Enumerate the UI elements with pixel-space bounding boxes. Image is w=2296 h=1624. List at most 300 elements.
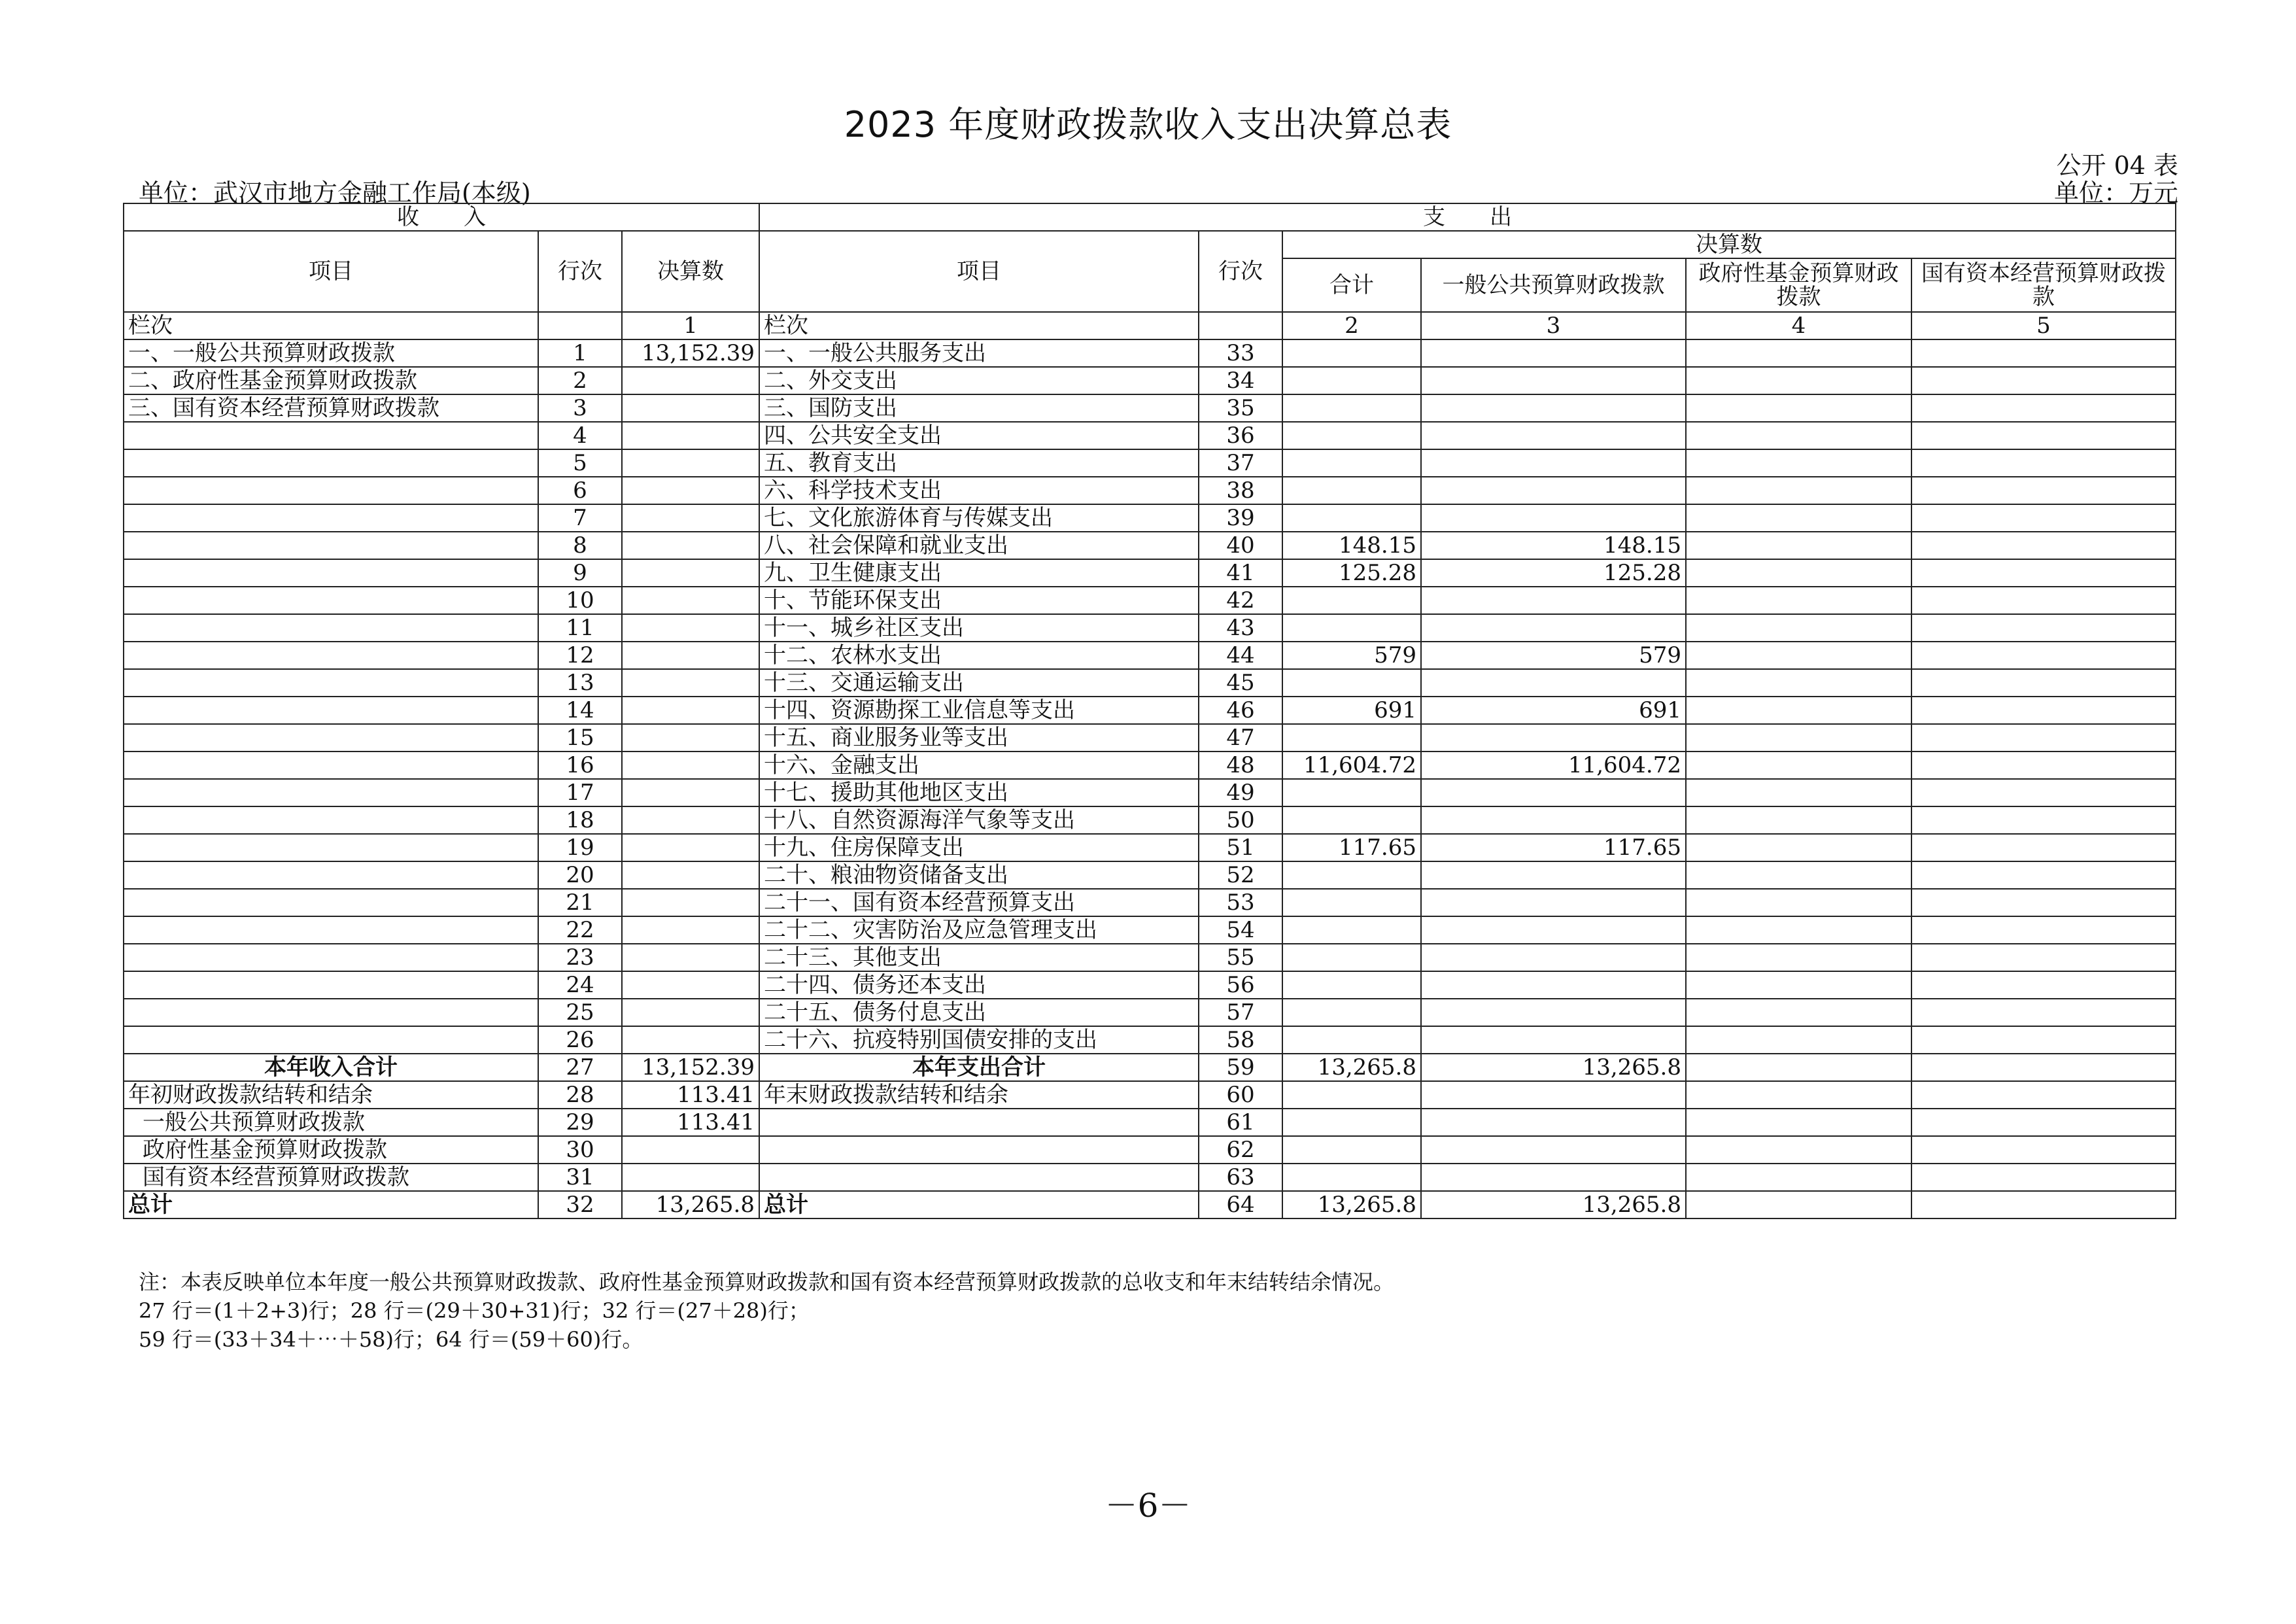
state-cell [1911,834,2176,861]
general-cell [1421,861,1686,889]
footnote-1: 注：本表反映单位本年度一般公共预算财政拨款、政府性基金预算财政拨款和国有资本经营预算财政拨款的总收支和年末结转结余情况。 [139,1270,1395,1294]
table-row [124,861,2176,889]
income-value-cell [622,477,759,504]
state-cell [1911,916,2176,944]
total-cell [1282,477,1421,504]
income-rowno-cell: 25 [538,999,622,1026]
fund-cell [1686,1026,1911,1054]
state-cell [1911,504,2176,532]
income-rowno-cell: 22 [538,916,622,944]
expense-rowno-cell: 37 [1199,449,1282,477]
income-value-cell: 13,265.8 [622,1191,759,1218]
income-item-cell: 年初财政拨款结转和结余 [124,1081,538,1109]
general-cell [1421,367,1686,394]
table-row [124,559,2176,587]
income-rowno-cell: 26 [538,1026,622,1054]
expense-item-cell: 二十、粮油物资储备支出 [759,861,1199,889]
expense-rowno-cell: 60 [1199,1081,1282,1109]
income-rowno-cell: 29 [538,1109,622,1136]
income-rowno-cell: 5 [538,449,622,477]
expense-item-cell: 八、社会保障和就业支出 [759,532,1199,559]
total-cell: 117.65 [1282,834,1421,861]
state-cell [1911,614,2176,642]
table-row [124,944,2176,971]
state-cell [1911,559,2176,587]
income-rowno-cell: 2 [538,367,622,394]
fund-cell [1686,1136,1911,1164]
total-cell [1282,614,1421,642]
income-value-cell: 113.41 [622,1109,759,1136]
general-cell: 11,604.72 [1421,752,1686,779]
income-item-cell: 一般公共预算财政拨款 [124,1109,538,1136]
state-cell [1911,1136,2176,1164]
general-cell [1421,971,1686,999]
state-cell [1911,532,2176,559]
total-cell [1282,944,1421,971]
income-item-cell [124,889,538,916]
state-cell [1911,1026,2176,1054]
income-rowno-cell: 4 [538,422,622,449]
general-cell: 691 [1421,697,1686,724]
income-rowno-cell: 1 [538,339,622,367]
income-item-header: 项目 [124,231,538,312]
fund-cell [1686,1191,1911,1218]
state-cell [1911,477,2176,504]
fund-cell [1686,752,1911,779]
table-row [124,779,2176,806]
income-item-cell [124,697,538,724]
expense-item-cell: 六、科学技术支出 [759,477,1199,504]
income-rowno-cell: 11 [538,614,622,642]
expense-item-cell: 年末财政拨款结转和结余 [759,1081,1199,1109]
expense-item-cell: 二、外交支出 [759,367,1199,394]
table-row [124,1191,2176,1218]
fund-cell [1686,477,1911,504]
income-rowno-cell: 21 [538,889,622,916]
income-value-cell [622,944,759,971]
state-cell [1911,1054,2176,1081]
income-rowno-cell: 30 [538,1136,622,1164]
fund-header: 政府性基金预算财政拨款 [1686,258,1911,312]
income-value-cell [622,449,759,477]
fund-cell [1686,971,1911,999]
table-row [124,367,2176,394]
expense-rowno-cell: 39 [1199,504,1282,532]
state-cell [1911,779,2176,806]
income-rowno-cell: 13 [538,669,622,697]
total-cell [1282,449,1421,477]
income-item-cell [124,669,538,697]
total-cell [1282,587,1421,614]
expense-final-header: 决算数 [1282,231,2176,258]
expense-rowno-cell: 34 [1199,367,1282,394]
income-item-cell [124,422,538,449]
income-rowno-cell: 32 [538,1191,622,1218]
table-row [124,1081,2176,1109]
total-cell [1282,916,1421,944]
expense-item-cell: 总计 [759,1191,1199,1218]
income-value-cell [622,504,759,532]
fund-cell [1686,394,1911,422]
expense-rowno-header: 行次 [1199,231,1282,312]
expense-item-cell [759,1164,1199,1191]
col-index-3: 3 [1421,312,1686,339]
table-row [124,752,2176,779]
expense-rowno-cell: 53 [1199,889,1282,916]
expense-item-cell: 二十五、债务付息支出 [759,999,1199,1026]
expense-rowno-cell: 43 [1199,614,1282,642]
expense-rowno-cell: 55 [1199,944,1282,971]
income-rowno-header: 行次 [538,231,622,312]
income-item-cell [124,861,538,889]
income-item-cell [124,916,538,944]
expense-item-cell: 十三、交通运输支出 [759,669,1199,697]
state-cell [1911,724,2176,752]
expense-item-cell: 一、一般公共服务支出 [759,339,1199,367]
expense-rowno-cell: 57 [1199,999,1282,1026]
expense-item-cell: 二十二、灾害防治及应急管理支出 [759,916,1199,944]
total-cell [1282,367,1421,394]
income-value-cell: 13,152.39 [622,339,759,367]
income-rowno-cell: 7 [538,504,622,532]
expense-item-cell: 十八、自然资源海洋气象等支出 [759,806,1199,834]
income-value-cell [622,779,759,806]
footnote-3: 59 行＝(33＋34＋⋯＋58)行；64 行＝(59＋60)行。 [139,1327,643,1352]
fund-cell [1686,724,1911,752]
expense-rowno-cell: 40 [1199,532,1282,559]
income-value-cell [622,889,759,916]
expense-item-cell: 二十三、其他支出 [759,944,1199,971]
footnote-2: 27 行＝(1＋2+3)行；28 行＝(29＋30+31)行；32 行＝(27＋28)行； [139,1298,810,1323]
total-cell [1282,1164,1421,1191]
expense-item-cell: 本年支出合计 [759,1054,1199,1081]
expense-item-cell: 二十六、抗疫特别国债安排的支出 [759,1026,1199,1054]
col-index-4: 4 [1686,312,1911,339]
table-row [124,889,2176,916]
total-cell [1282,1081,1421,1109]
expense-item-cell: 十五、商业服务业等支出 [759,724,1199,752]
income-item-cell: 一、一般公共预算财政拨款 [124,339,538,367]
general-cell [1421,1109,1686,1136]
general-cell [1421,339,1686,367]
fund-cell [1686,559,1911,587]
table-row [124,642,2176,669]
table-row [124,422,2176,449]
total-cell [1282,339,1421,367]
table-row [124,1109,2176,1136]
income-value-cell [622,422,759,449]
expense-rowno-cell: 35 [1199,394,1282,422]
income-item-cell [124,1026,538,1054]
income-rowno-cell: 8 [538,532,622,559]
expense-rowno-cell: 46 [1199,697,1282,724]
total-cell [1282,669,1421,697]
general-cell: 13,265.8 [1421,1054,1686,1081]
income-item-cell: 国有资本经营预算财政拨款 [124,1164,538,1191]
income-value-cell [622,806,759,834]
income-item-cell [124,999,538,1026]
fund-cell [1686,999,1911,1026]
expense-item-cell: 五、教育支出 [759,449,1199,477]
general-cell [1421,614,1686,642]
table-row [124,1054,2176,1081]
table-row [124,394,2176,422]
fund-cell [1686,1054,1911,1081]
expense-rowno-cell: 62 [1199,1136,1282,1164]
expense-rowno-cell: 51 [1199,834,1282,861]
expense-rowno-cell: 56 [1199,971,1282,999]
income-item-cell [124,779,538,806]
expense-rowno-cell: 38 [1199,477,1282,504]
income-rowno-cell: 3 [538,394,622,422]
expense-item-cell [759,1109,1199,1136]
total-cell [1282,999,1421,1026]
fund-cell [1686,916,1911,944]
income-value-cell [622,999,759,1026]
income-rowno-cell: 14 [538,697,622,724]
general-cell [1421,504,1686,532]
income-header: 收 入 [124,203,759,231]
total-cell: 691 [1282,697,1421,724]
income-item-cell [124,724,538,752]
table-row [124,971,2176,999]
expense-rowno-cell: 54 [1199,916,1282,944]
table-row [124,697,2176,724]
income-value-cell [622,669,759,697]
income-value-cell [622,532,759,559]
state-cell [1911,999,2176,1026]
total-cell: 579 [1282,642,1421,669]
fund-cell [1686,1164,1911,1191]
income-value-cell: 13,152.39 [622,1054,759,1081]
expense-rowno-cell: 47 [1199,724,1282,752]
general-cell [1421,1026,1686,1054]
expense-item-cell: 十、节能环保支出 [759,587,1199,614]
total-cell [1282,504,1421,532]
income-item-cell [124,752,538,779]
expense-rowno-cell: 59 [1199,1054,1282,1081]
expense-rowno-cell: 63 [1199,1164,1282,1191]
total-cell [1282,394,1421,422]
general-cell: 13,265.8 [1421,1191,1686,1218]
income-rowno-cell: 23 [538,944,622,971]
fund-cell [1686,834,1911,861]
general-cell [1421,944,1686,971]
state-cell [1911,642,2176,669]
fund-cell [1686,889,1911,916]
state-cell [1911,587,2176,614]
expense-rowno-cell: 48 [1199,752,1282,779]
fund-cell [1686,669,1911,697]
state-cell [1911,697,2176,724]
fund-cell [1686,642,1911,669]
table-row [124,1026,2176,1054]
income-value-cell [622,861,759,889]
expense-item-cell: 十六、金融支出 [759,752,1199,779]
col-index-1: 1 [622,312,759,339]
general-cell: 117.65 [1421,834,1686,861]
column-index-row [124,312,2176,339]
col-label-expense: 栏次 [759,312,1199,339]
fund-cell [1686,449,1911,477]
form-number: 公开 04 表 [2056,151,2178,180]
fund-cell [1686,587,1911,614]
income-rowno-cell: 27 [538,1054,622,1081]
currency-unit: 单位：万元 [2053,179,2178,207]
income-rowno-cell: 16 [538,752,622,779]
table-row [124,724,2176,752]
fund-cell [1686,779,1911,806]
state-cell [1911,1109,2176,1136]
fund-cell [1686,504,1911,532]
fund-cell [1686,532,1911,559]
fund-cell [1686,861,1911,889]
expense-item-cell: 十二、农林水支出 [759,642,1199,669]
income-item-cell [124,834,538,861]
total-cell: 13,265.8 [1282,1191,1421,1218]
general-cell [1421,999,1686,1026]
total-cell [1282,1109,1421,1136]
general-cell [1421,806,1686,834]
total-cell: 148.15 [1282,532,1421,559]
total-cell: 13,265.8 [1282,1054,1421,1081]
col-index-2: 2 [1282,312,1421,339]
state-cell [1911,806,2176,834]
income-rowno-cell: 17 [538,779,622,806]
income-item-cell: 三、国有资本经营预算财政拨款 [124,394,538,422]
page-number: －6－ [1105,1487,1191,1525]
expense-item-cell [759,1136,1199,1164]
general-cell [1421,1164,1686,1191]
income-value-cell [622,642,759,669]
header-row-sections [124,203,2176,231]
income-value-cell [622,1026,759,1054]
income-item-cell [124,806,538,834]
income-rowno-cell: 12 [538,642,622,669]
general-cell [1421,449,1686,477]
income-item-cell [124,559,538,587]
income-item-cell [124,532,538,559]
fund-cell [1686,944,1911,971]
expense-item-cell: 九、卫生健康支出 [759,559,1199,587]
expense-rowno-cell: 42 [1199,587,1282,614]
expense-item-cell: 十一、城乡社区支出 [759,614,1199,642]
total-cell [1282,861,1421,889]
income-value-cell: 113.41 [622,1081,759,1109]
total-cell [1282,724,1421,752]
general-cell [1421,394,1686,422]
expense-rowno-cell: 33 [1199,339,1282,367]
state-cell [1911,449,2176,477]
income-rowno-cell: 28 [538,1081,622,1109]
col-label-income: 栏次 [124,312,538,339]
expense-rowno-cell: 49 [1199,779,1282,806]
income-value-cell [622,394,759,422]
general-cell [1421,724,1686,752]
state-cell [1911,1191,2176,1218]
income-item-cell: 本年收入合计 [124,1054,538,1081]
income-rowno-cell: 19 [538,834,622,861]
income-item-cell [124,614,538,642]
table-row [124,1164,2176,1191]
state-cell [1911,971,2176,999]
income-value-cell [622,614,759,642]
expense-item-cell: 十九、住房保障支出 [759,834,1199,861]
income-value-cell [622,587,759,614]
expense-item-cell: 二十四、债务还本支出 [759,971,1199,999]
fund-cell [1686,367,1911,394]
expense-rowno-cell: 61 [1199,1109,1282,1136]
state-cell [1911,752,2176,779]
fund-cell [1686,339,1911,367]
income-value-cell [622,559,759,587]
fund-cell [1686,614,1911,642]
income-final-header: 决算数 [622,231,759,312]
general-cell: 125.28 [1421,559,1686,587]
expense-rowno-cell: 44 [1199,642,1282,669]
general-cell: 579 [1421,642,1686,669]
income-item-cell [124,587,538,614]
income-item-cell: 政府性基金预算财政拨款 [124,1136,538,1164]
header-row-1 [124,231,2176,258]
table-row [124,339,2176,367]
col-index-5: 5 [1911,312,2176,339]
budget-table [123,203,2176,1219]
general-header: 一般公共预算财政拨款 [1421,258,1686,312]
table-row [124,916,2176,944]
income-value-cell [622,916,759,944]
general-cell [1421,1081,1686,1109]
income-rowno-cell: 24 [538,971,622,999]
expense-rowno-cell: 50 [1199,806,1282,834]
state-cell [1911,1164,2176,1191]
income-value-cell [622,971,759,999]
income-item-cell: 二、政府性基金预算财政拨款 [124,367,538,394]
total-cell [1282,779,1421,806]
table-row [124,614,2176,642]
income-item-cell [124,477,538,504]
expense-item-cell: 二十一、国有资本经营预算支出 [759,889,1199,916]
table-row [124,477,2176,504]
general-cell [1421,587,1686,614]
fund-cell [1686,1109,1911,1136]
income-rowno-cell: 10 [538,587,622,614]
income-item-cell [124,642,538,669]
reporting-unit: 单位：武汉市地方金融工作局(本级) [139,179,531,207]
table-row [124,999,2176,1026]
income-item-cell [124,944,538,971]
total-cell [1282,806,1421,834]
income-rowno-cell: 6 [538,477,622,504]
state-cell [1911,861,2176,889]
state-cell [1911,889,2176,916]
table-row [124,587,2176,614]
expense-rowno-cell: 58 [1199,1026,1282,1054]
total-header: 合计 [1282,258,1421,312]
income-value-cell [622,1136,759,1164]
income-item-cell [124,449,538,477]
income-value-cell [622,752,759,779]
state-cell [1911,367,2176,394]
table-row [124,834,2176,861]
total-cell: 125.28 [1282,559,1421,587]
expense-rowno-cell: 36 [1199,422,1282,449]
expense-rowno-cell: 41 [1199,559,1282,587]
general-cell [1421,669,1686,697]
expense-item-cell: 十七、援助其他地区支出 [759,779,1199,806]
state-cell [1911,1081,2176,1109]
fund-cell [1686,697,1911,724]
